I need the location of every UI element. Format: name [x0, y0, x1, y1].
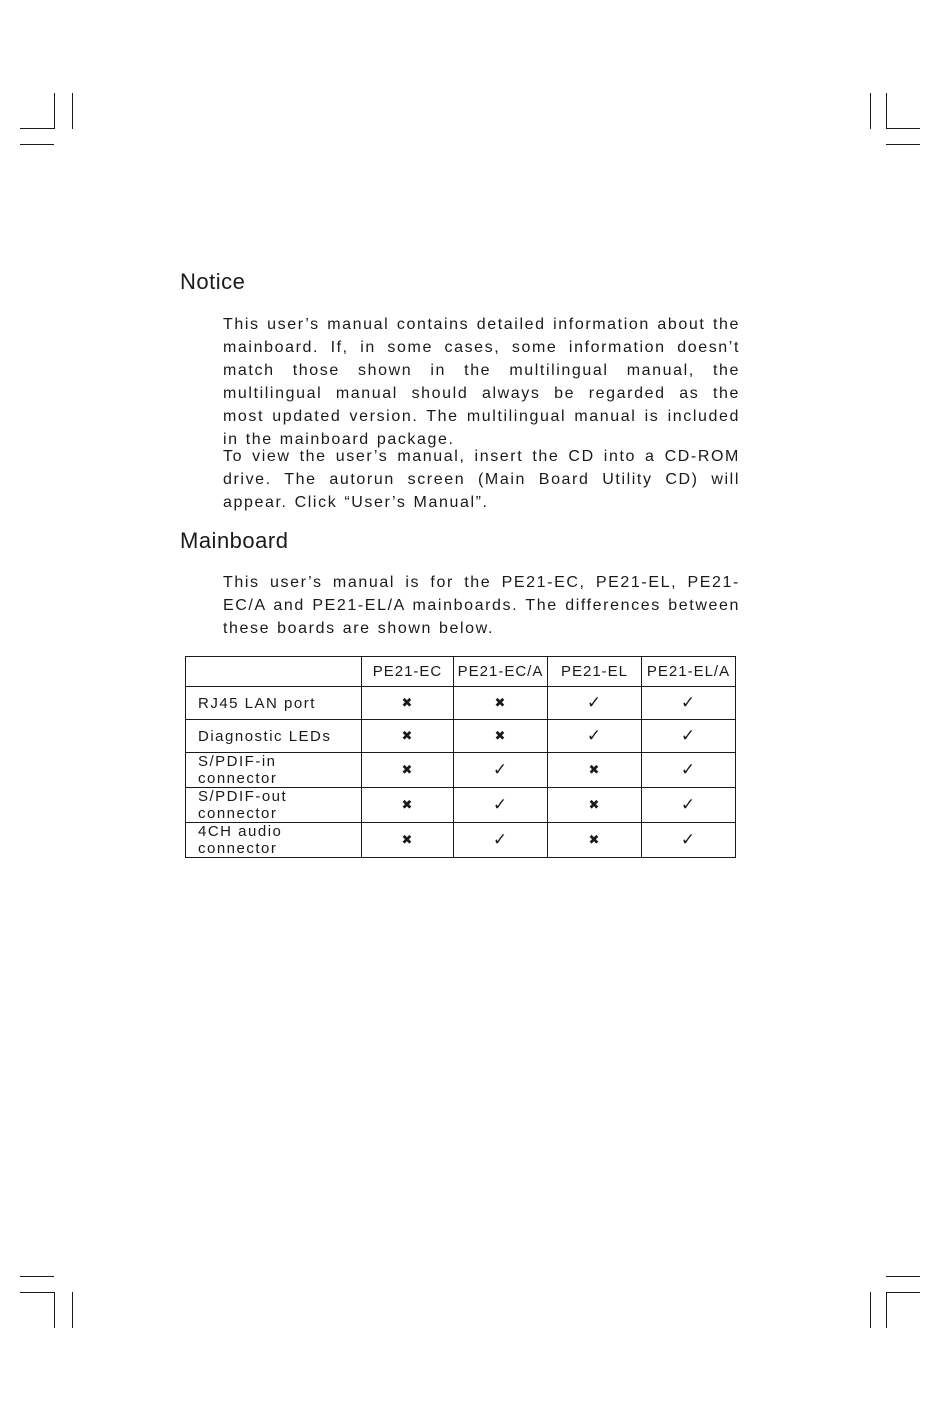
- mainboard-paragraph: This user’s manual is for the PE21-EC, PE21-EL, PE21-EC/A and PE21-EL/A mainboards. The differences between these boards are shown below.: [223, 574, 740, 637]
- cross-mark-icon: ✖: [362, 687, 454, 720]
- cross-mark-icon: ✖: [454, 687, 548, 720]
- feature-label: S/PDIF-out connector: [186, 788, 362, 823]
- check-mark-icon: ✓: [642, 753, 736, 788]
- column-header: PE21-EC/A: [454, 657, 548, 687]
- feature-label: Diagnostic LEDs: [186, 720, 362, 753]
- table-corner-cell: [186, 657, 362, 687]
- crop-mark: [886, 1292, 887, 1328]
- cross-mark-icon: ✖: [362, 753, 454, 788]
- check-mark-icon: ✓: [548, 687, 642, 720]
- cross-mark-icon: ✖: [548, 823, 642, 858]
- check-mark-icon: ✓: [642, 687, 736, 720]
- crop-mark: [54, 1292, 55, 1328]
- column-header: PE21-EL: [548, 657, 642, 687]
- mainboard-heading: Mainboard: [180, 528, 289, 553]
- crop-mark: [886, 1292, 920, 1293]
- table-header-row: [186, 657, 736, 687]
- feature-label: S/PDIF-in connector: [186, 753, 362, 788]
- notice-paragraph: To view the user’s manual, insert the CD into a CD-ROM drive. The autorun screen (Main Board Utility CD) will appear. Click “User’s Manual”.: [223, 448, 740, 511]
- board-differences-table: [185, 656, 736, 858]
- crop-mark: [20, 1292, 54, 1293]
- table-row: [186, 720, 736, 753]
- cross-mark-icon: ✖: [548, 788, 642, 823]
- crop-mark: [54, 93, 55, 129]
- column-header: PE21-EC: [362, 657, 454, 687]
- crop-mark: [20, 128, 54, 129]
- crop-mark: [886, 144, 920, 145]
- crop-mark: [886, 1276, 920, 1277]
- crop-mark: [72, 93, 73, 129]
- check-mark-icon: ✓: [454, 788, 548, 823]
- check-mark-icon: ✓: [454, 753, 548, 788]
- cross-mark-icon: ✖: [362, 823, 454, 858]
- check-mark-icon: ✓: [642, 720, 736, 753]
- crop-mark: [20, 1276, 54, 1277]
- table-row: [186, 823, 736, 858]
- check-mark-icon: ✓: [642, 788, 736, 823]
- column-header: PE21-EL/A: [642, 657, 736, 687]
- crop-mark: [870, 93, 871, 129]
- crop-mark: [870, 1292, 871, 1328]
- notice-paragraph: This user’s manual contains detailed information about the mainboard. If, in some cases, some information doesn’t match those shown in the multilingual manual, the multilingual manual should always be regarded as the most updated version. The multilingual manual is included in the mainboard package.: [223, 316, 740, 448]
- crop-mark: [72, 1292, 73, 1328]
- check-mark-icon: ✓: [642, 823, 736, 858]
- table-row: [186, 788, 736, 823]
- table-row: [186, 753, 736, 788]
- crop-mark: [20, 144, 54, 145]
- cross-mark-icon: ✖: [362, 788, 454, 823]
- cross-mark-icon: ✖: [454, 720, 548, 753]
- feature-label: 4CH audio connector: [186, 823, 362, 858]
- crop-mark: [886, 128, 920, 129]
- feature-label: RJ45 LAN port: [186, 687, 362, 720]
- cross-mark-icon: ✖: [362, 720, 454, 753]
- notice-heading: Notice: [180, 269, 246, 294]
- table-row: [186, 687, 736, 720]
- crop-mark: [886, 93, 887, 129]
- check-mark-icon: ✓: [454, 823, 548, 858]
- check-mark-icon: ✓: [548, 720, 642, 753]
- cross-mark-icon: ✖: [548, 753, 642, 788]
